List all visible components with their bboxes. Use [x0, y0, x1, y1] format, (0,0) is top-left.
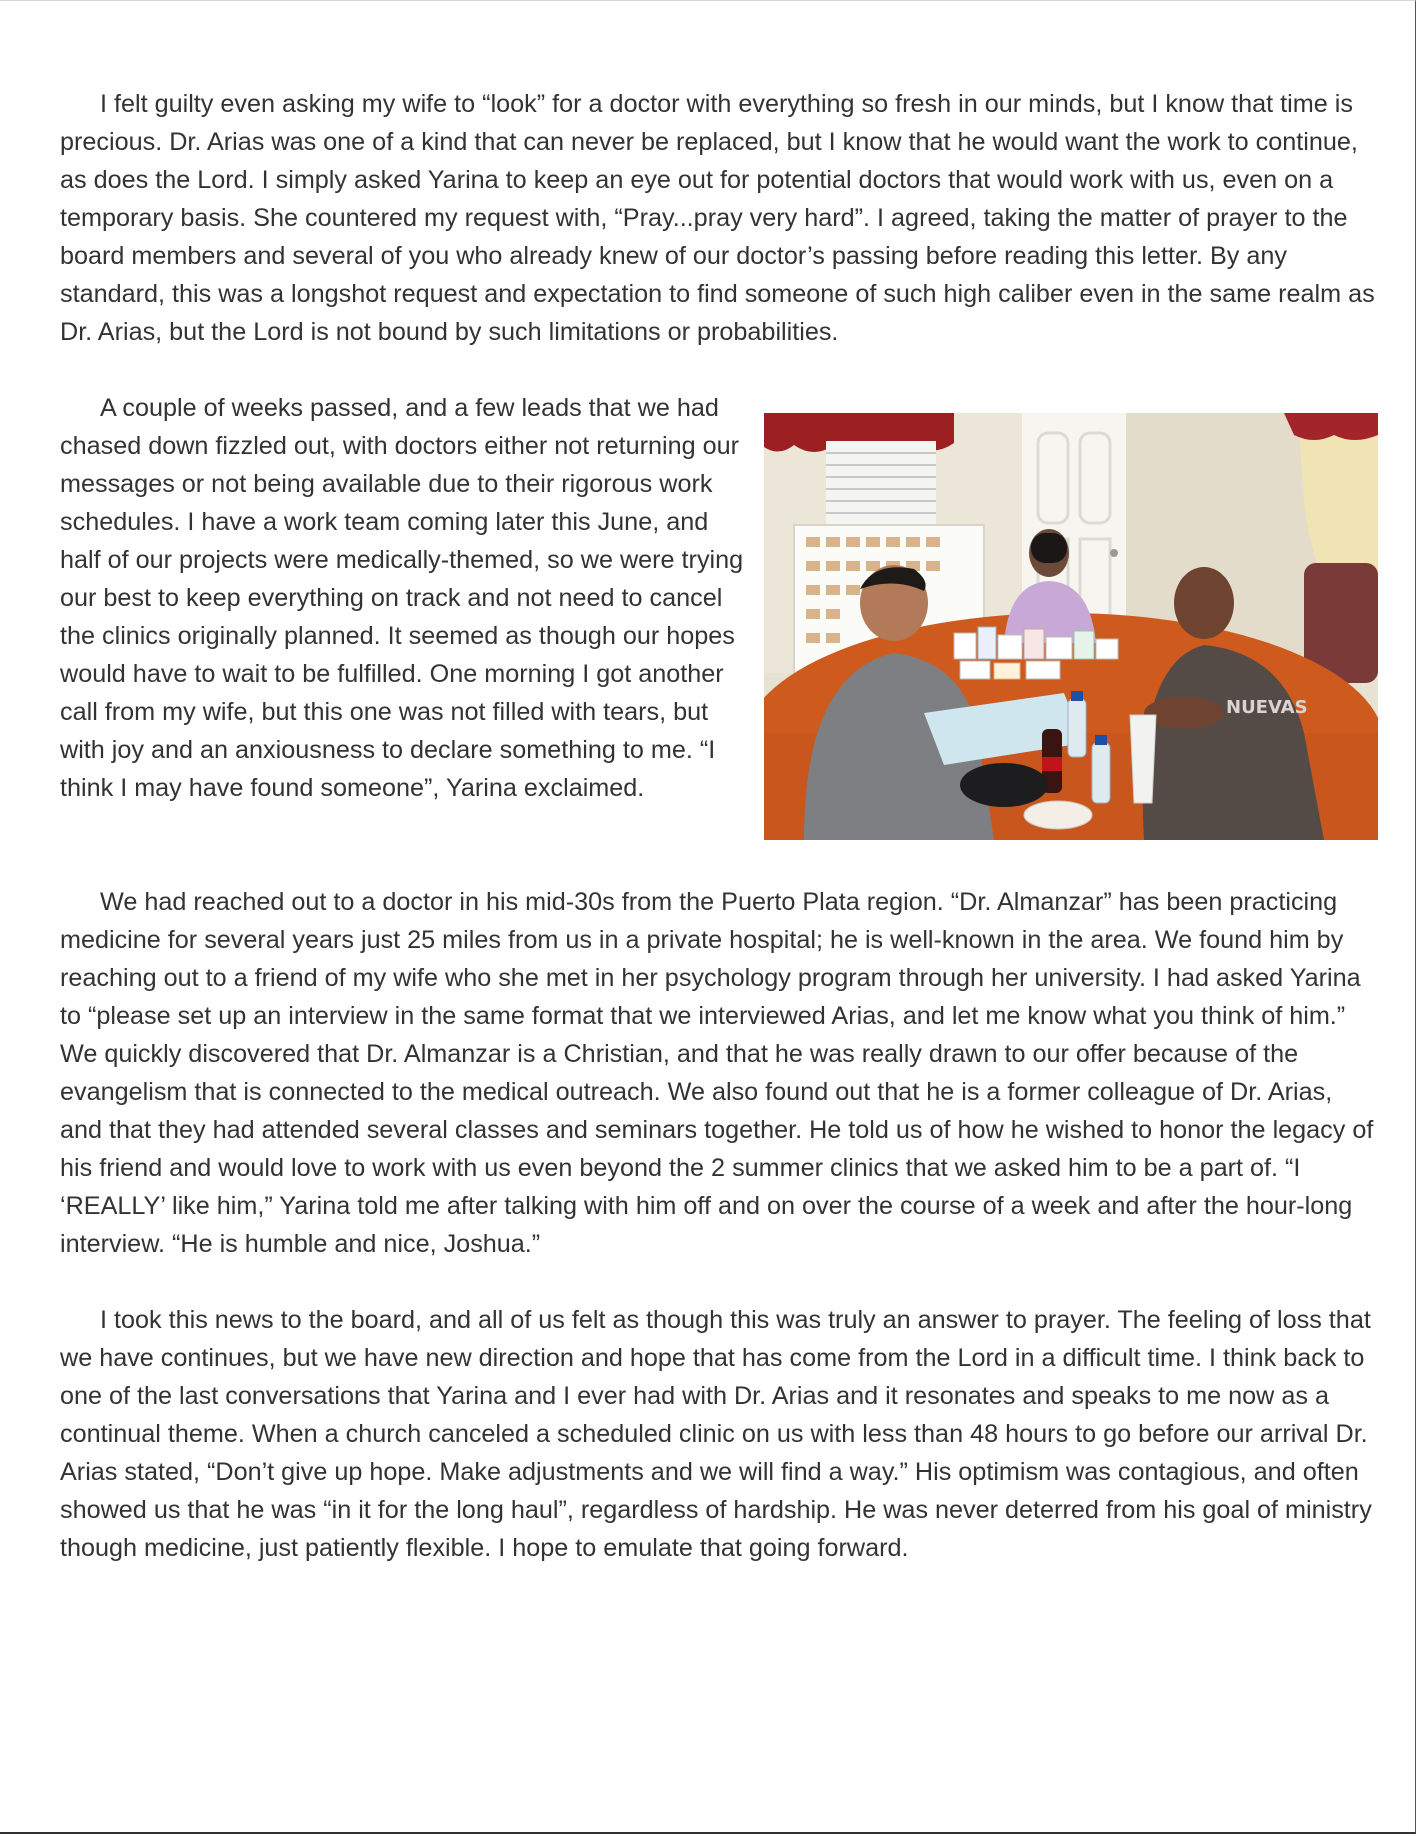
shirt-print: NUEVAS — [1226, 697, 1308, 718]
paragraph-3: We had reached out to a doctor in his mid-30s from the Puerto Plata region. “Dr. Almanzar” has been practicing medicine for several years just 25 miles from us in a private hospital; he is well-known in the area. We found him by reaching out to a friend of my wife who she met in her psychology program through her university. I had asked Yarina to “please set up an interview in the same format that we interviewed Arias, and let me know what you think of him.” We quickly discovered that Dr. Almanzar is a Christian, and that he was really drawn to our offer because of the evangelism that is connected to the medical outreach. We also found out that he is a former colleague of Dr. Arias, and that they had attended several classes and seminars together. He told us of how he wished to honor the legacy of his friend and would love to work with us even beyond the 2 summer clinics that we asked him to be a part of. “I ‘REALLY’ like him,” Yarina told me after talking with him off and on over the course of a week and after the hour-long interview. “He is humble and nice, Joshua.” — [60, 888, 1374, 1258]
paragraph-2: A couple of weeks passed, and a few leads that we had chased down fizzled out, with doctors either not returning our messages or not being available due to their rigorous work schedules. I have a work team coming later this June, and half of our projects were medically-themed, so we were trying our best to keep everything on track and not need to cancel the clinics originally planned. It seemed as though our hopes would have to wait to be fulfilled. One morning I got another call from my wife, but this one was not filled with tears, but with joy and an anxiousness to declare something to me. “I think I may have found someone”, Yarina exclaimed. — [60, 394, 744, 802]
paragraph-4: I took this news to the board, and all of us felt as though this was truly an answer to prayer. The feeling of loss that we have continues, but we have new direction and hope that has come from the Lord in a difficult time. I think back to one of the last conversations that Yarina and I ever had with Dr. Arias and it resonates and speaks to me now as a continual theme. When a church canceled a scheduled clinic on us with less than 48 hours to go before our arrival Dr. Arias stated, “Don’t give up hope. Make adjustments and we will find a way.” His optimism was contagious, and often showed us that he was “in it for the long haul”, regardless of hardship. He was never deterred from his goal of ministry though medicine, just patiently flexible. I hope to emulate that going forward. — [60, 1306, 1372, 1562]
paragraph-1: I felt guilty even asking my wife to “look” for a doctor with everything so fresh in our minds, but I know that time is precious. Dr. Arias was one of a kind that can never be replaced, but I know that he would want the work to continue, as does the Lord. I simply asked Yarina to keep an eye out for potential doctors that would work with us, even on a temporary basis. She countered my request with, “Pray...pray very hard”. I agreed, taking the matter of prayer to the board members and several of you who already knew of our doctor’s passing before reading this letter. By any standard, this was a longshot request and expectation to find someone of such high caliber even in the same realm as Dr. Arias, but the Lord is not bound by such limitations or probabilities. — [60, 90, 1375, 346]
clinic-photo — [764, 413, 1378, 840]
letter-body — [60, 85, 1378, 1605]
